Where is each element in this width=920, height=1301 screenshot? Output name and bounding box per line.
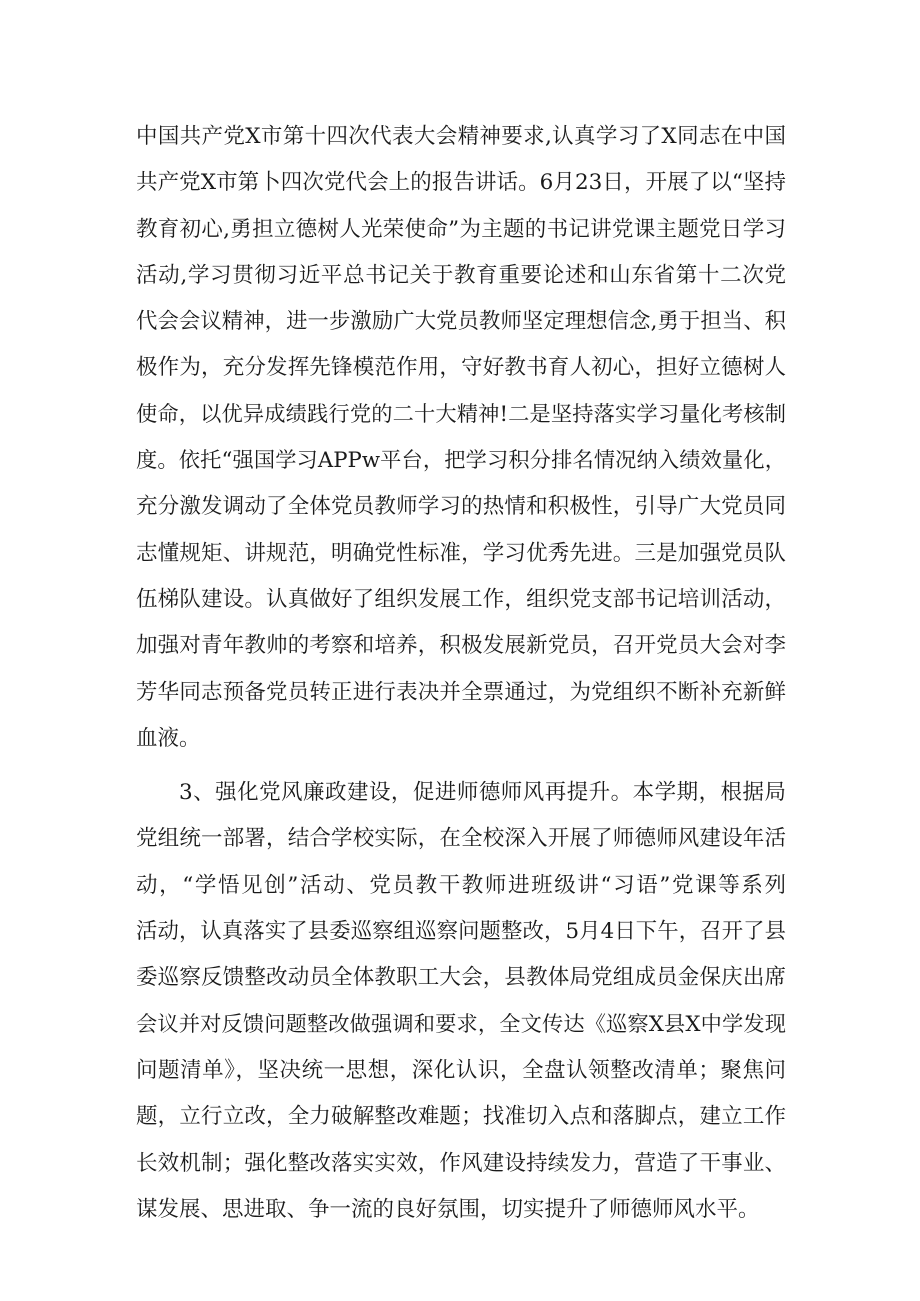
paragraph-line: 题，立行立改，全力破解整改难题；找准切入点和落脚点，建立工作 [136, 1104, 786, 1130]
paragraph-line: 教育初心,勇担立德树人光荣使命”为主题的书记讲党课主题党日学习 [136, 216, 786, 242]
paragraph-line: 志懂规矩、讲规范，明确党性标准，学习优秀先进。三是加强党员队 [136, 540, 786, 566]
paragraph-line: 使命，以优异成绩践行党的二十大精神!二是坚持落实学习量化考核制 [136, 401, 786, 427]
paragraph-line: 问题清单》，坚决统一思想，深化认识，全盘认领整改清单；聚焦问 [136, 1057, 786, 1083]
paragraph-line: 谋发展、思进取、争一流的良好氛围，切实提升了师德师风水平。 [136, 1196, 760, 1222]
paragraph-line: 极作为，充分发挥先锋模范作用，守好教书育人初心，担好立德树人 [136, 355, 786, 381]
paragraph-line: 活动,学习贯彻习近平总书记关于教育重要论述和山东省第十二次党 [136, 262, 786, 288]
paragraph-line: 会议并对反馈问题整改做强调和要求，全文传达《巡察X县X中学发现 [136, 1011, 786, 1037]
paragraph-line: 充分激发调动了全体党员教师学习的热情和积极性，引导广大党员同 [136, 494, 786, 520]
paragraph-2 [136, 770, 786, 1233]
paragraph-line: 芳华同志预备党员转正进行表决并全票通过，为党组织不断补充新鲜 [136, 679, 786, 705]
paragraph-1 [136, 114, 786, 762]
paragraph-line: 3、强化党风廉政建设，促进师德师风再提升。本学期，根据局 [179, 780, 786, 806]
document-body [136, 114, 786, 1233]
paragraph-line: 活动，认真落实了县委巡察组巡察问题整改，5月4日下午，召开了县 [136, 919, 786, 945]
paragraph-line: 度。依托“强国学习APPw平台，把学习积分排名情况纳入绩效量化， [136, 448, 786, 474]
paragraph-line: 加强对青年教帅的考察和培养，积极发展新党员，召开党员大会对李 [136, 633, 786, 659]
paragraph-line: 长效机制；强化整改落实实效，作风建设持续发力，营造了干事业、 [136, 1150, 786, 1176]
paragraph-line: 共产党X市第卜四次党代会上的报告讲话。6月23日，开展了以“坚持 [136, 170, 786, 196]
paragraph-line: 党组统一部署，结合学校实际，在全校深入开展了师德师风建设年活 [136, 826, 786, 852]
paragraph-line: 动，“学悟见创”活动、党员教干教师进班级讲“习语”党课等系列 [136, 872, 786, 898]
paragraph-line: 伍梯队建设。认真做好了组织发展工作，组织党支部书记培训活动， [136, 586, 786, 612]
paragraph-spacer [136, 762, 786, 770]
paragraph-line: 血液。 [136, 725, 201, 751]
paragraph-line: 委巡察反馈整改动员全体教职工大会，县教体局党组成员金保庆出席 [136, 965, 786, 991]
paragraph-line: 代会会议精神，进一步激励广大党员教师坚定理想信念,勇于担当、积 [136, 309, 786, 335]
paragraph-line: 中国共产党X市第十四次代表大会精神要求,认真学习了X同志在中国 [136, 124, 786, 149]
